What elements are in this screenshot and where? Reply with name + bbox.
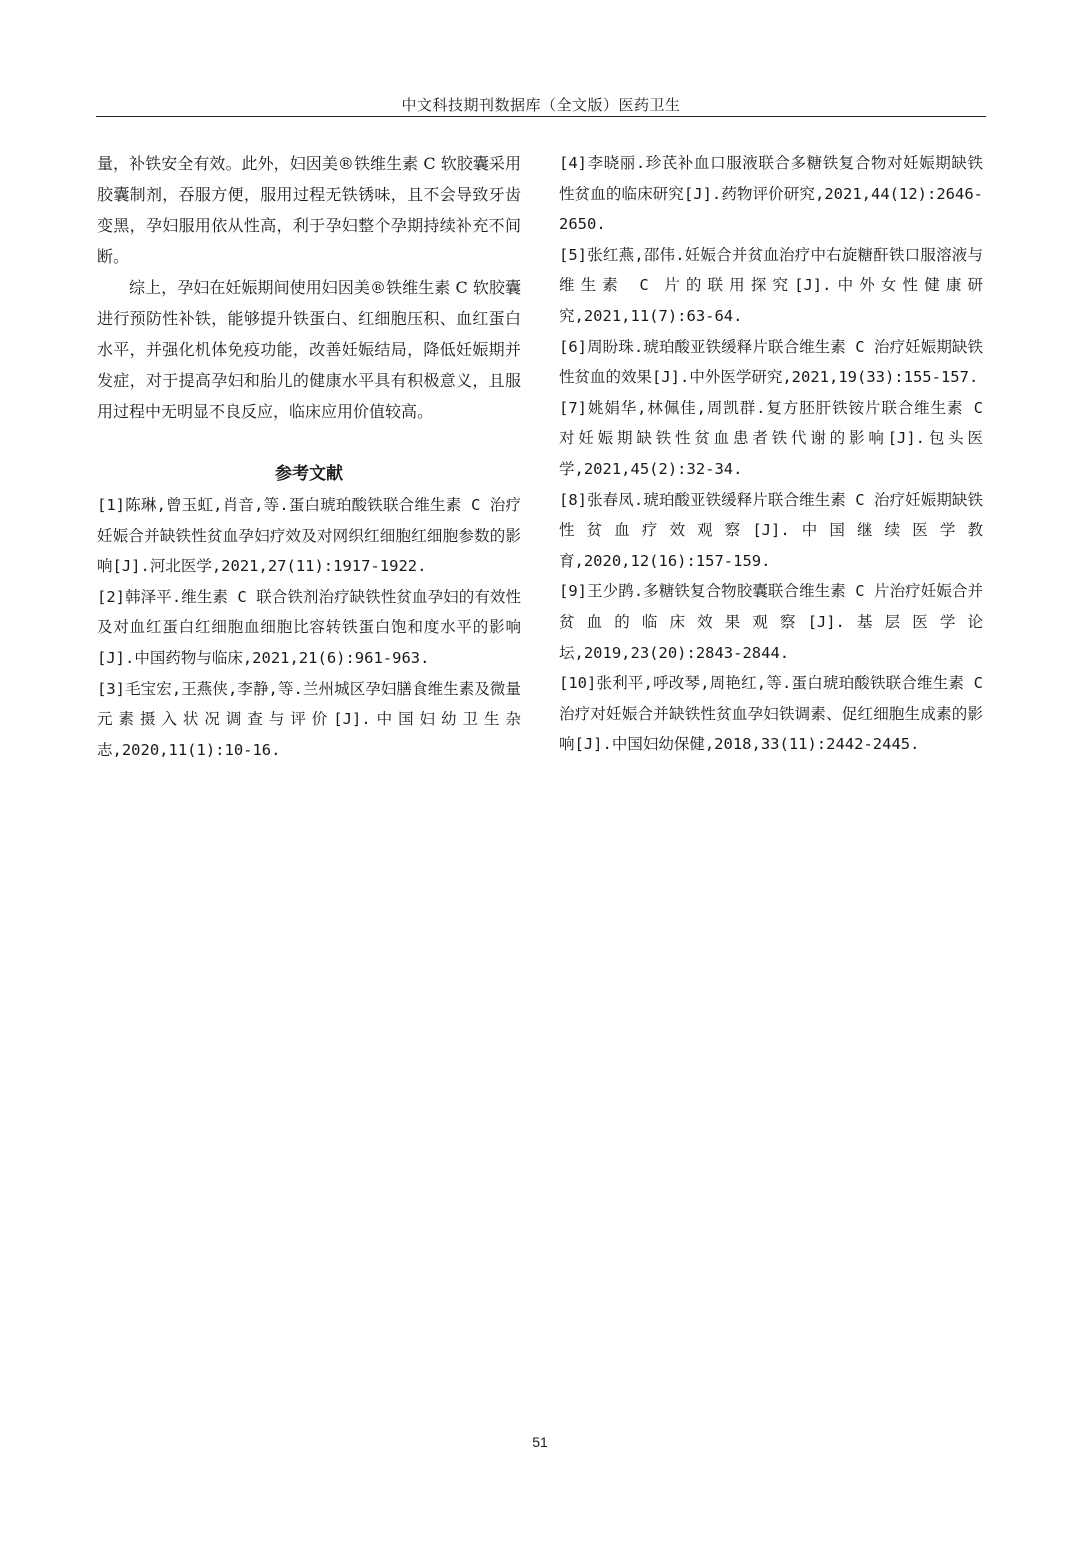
reference-2: [2]韩泽平.维生素 C 联合铁剂治疗缺铁性贫血孕妇的有效性及对血红蛋白红细胞血细胞比容转铁蛋白饱和度水平的影响[J].中国药物与临床,2021,21(6):961-963. xyxy=(97,587,521,667)
reference-10: [10]张利平,呼改琴,周艳红,等.蛋白琥珀酸铁联合维生素 C 治疗对妊娠合并缺铁性贫血孕妇铁调素、促红细胞生成素的影响[J].中国妇幼保健,2018,33(11):2442-2445. xyxy=(559,674,983,754)
body-paragraph-2: 综上，孕妇在妊娠期间使用妇因美®铁维生素 C 软胶囊进行预防性补铁，能够提升铁蛋白、红细胞压积、血红蛋白水平，并强化机体免疫功能，改善妊娠结局，降低妊娠期并发症，对于提高孕妇和胎儿的健康水平具有积极意义，且服用过程中无明显不良反应，临床应用价值较高。 xyxy=(97,278,521,421)
reference-4: [4]李晓丽.珍芪补血口服液联合多糖铁复合物对妊娠期缺铁性贫血的临床研究[J].药物评价研究,2021,44(12):2646-2650. xyxy=(559,154,983,234)
reference-1: [1]陈琳,曾玉虹,肖音,等.蛋白琥珀酸铁联合维生素 C 治疗妊娠合并缺铁性贫血孕妇疗效及对网织红细胞红细胞参数的影响[J].河北医学,2021,27(11):1917-1922. xyxy=(97,496,521,576)
reference-9: [9]王少鹍.多糖铁复合物胶囊联合维生素 C 片治疗妊娠合并贫血的临床效果观察[J].基层医学论坛,2019,23(20):2843-2844. xyxy=(559,582,983,662)
reference-7: [7]姚娟华,林佩佳,周凯群.复方胚肝铁铵片联合维生素 C 对妊娠期缺铁性贫血患者铁代谢的影响[J].包头医学,2021,45(2):32-34. xyxy=(559,398,983,478)
reference-5: [5]张红燕,邵伟.妊娠合并贫血治疗中右旋糖酐铁口服溶液与维生素 C 片的联用探究[J].中外女性健康研究,2021,11(7):63-64. xyxy=(559,245,983,325)
running-header: 中文科技期刊数据库（全文版）医药卫生 xyxy=(401,96,681,114)
page-number: 51 xyxy=(532,1434,548,1450)
body-paragraph-1: 量，补铁安全有效。此外，妇因美®铁维生素 C 软胶囊采用胶囊制剂，吞服方便，服用过程无铁锈味，且不会导致牙齿变黑，孕妇服用依从性高，利于孕妇整个孕期持续补充不间断。 xyxy=(97,154,521,266)
reference-3: [3]毛宝宏,王燕侠,李静,等.兰州城区孕妇膳食维生素及微量元素摄入状况调查与评价[J].中国妇幼卫生杂志,2020,11(1):10-16. xyxy=(97,679,521,759)
header-rule xyxy=(96,116,986,117)
right-column xyxy=(559,148,983,760)
left-column xyxy=(97,148,521,765)
reference-8: [8]张春凤.琥珀酸亚铁缓释片联合维生素 C 治疗妊娠期缺铁性贫血疗效观察[J].中国继续医学教育,2020,12(16):157-159. xyxy=(559,490,983,570)
references-heading: 参考文献 xyxy=(275,464,343,484)
reference-6: [6]周盼珠.琥珀酸亚铁缓释片联合维生素 C 治疗妊娠期缺铁性贫血的效果[J].中外医学研究,2021,19(33):155-157. xyxy=(559,337,983,387)
